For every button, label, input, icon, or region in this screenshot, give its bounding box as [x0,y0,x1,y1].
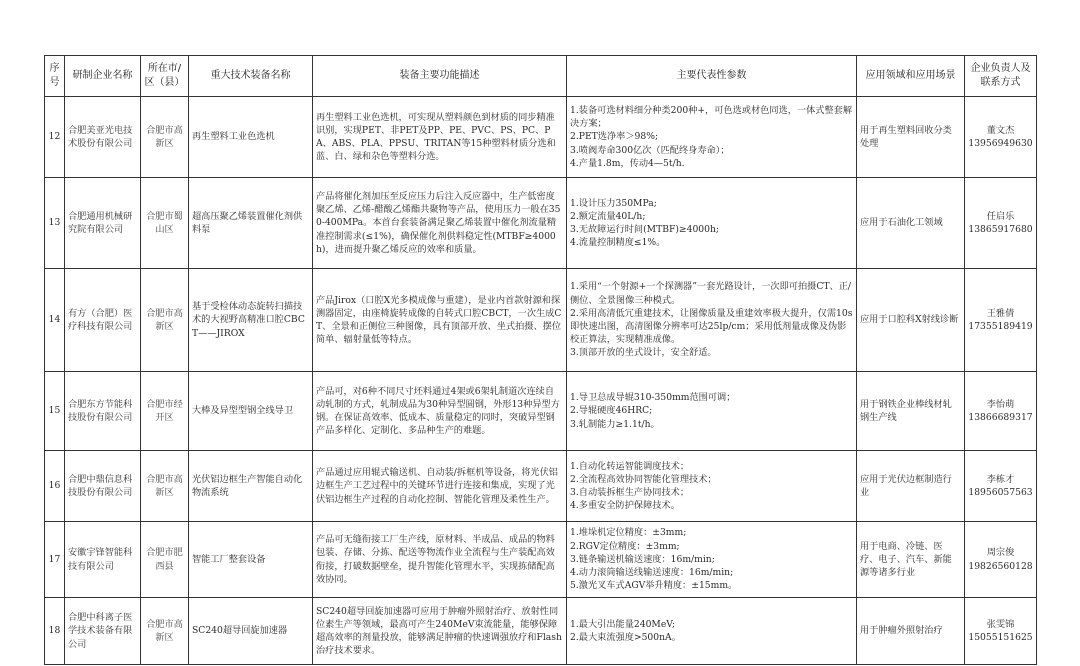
header-application: 应用领域和应用场景 [857,56,965,97]
header-company: 研制企业名称 [65,56,141,97]
table-header-row [45,56,1037,97]
contact-phone: 19826560128 [968,560,1033,572]
row-company: 合肥中科离子医学技术装备有限公司 [65,598,141,665]
row-contact [965,97,1037,178]
row-contact [965,522,1037,598]
row-contact [965,598,1037,665]
param-line: 4.动力滚筒输送线输送速度：16m/min; [570,567,734,579]
param-line: 4.流量控制精度≤1%。 [570,237,666,249]
row-company: 合肥通用机械研究院有限公司 [65,178,141,269]
contact-phone: 17355189419 [968,321,1033,332]
param-line: 1.导卫总成导辊310-350mm范围可调； [570,392,736,404]
param-line: 5.激光叉车式AGV举升精度：±15mm。 [570,580,738,592]
row-function: 产品将催化剂加压至反应压力后注入反应器中，生产低密度聚乙烯、乙烯-醋酸乙烯酯共聚物等产品，使用压力一般在350-400MPa。本首台套装备满足聚乙烯装置中催化剂流量精准控制需求(≤1%)，确保催化剂供料稳定性(MTBF≥4000h)，进而提升聚乙烯反应的效率和质量。 [313,178,567,269]
contact-phone: 15055151625 [968,632,1033,643]
header-function: 装备主要功能描述 [313,56,567,97]
param-line: 3.无故障运行时间(MTBF)≥4000h; [570,224,720,235]
param-line: 2.RGV定位精度：±3mm; [570,540,680,552]
contact-phone: 13865917680 [968,224,1033,235]
param-line: 4.产量1.8m，传动4—5t/h. [570,157,685,169]
row-company: 安徽宇锋智能科技有限公司 [65,522,141,598]
row-district: 合肥市高新区 [141,97,189,178]
row-seq: 17 [45,522,65,598]
row-function: 产品Jirox（口腔X光多模成像与重建），是业内首款射源和探测器固定，由座椅旋转成像的自转式口腔CBCT，一次生成CT、全景和正侧位三种图像，具有顶部开放、坐式拍摄、摆位简单、辐射量低等特点。 [313,269,567,372]
row-contact [965,451,1037,522]
table-row [45,178,1037,269]
equipment-table [44,55,1037,665]
row-district: 合肥市肥西县 [141,522,189,598]
row-function: 产品可无缝衔接工厂生产线，原材料、半成品、成品的物料包装、存储、分拣、配送等物流作业全流程与生产装配高效衔接，打破数据壁垒，提升智能化管理水平，实现拣储配高效协同。 [313,522,567,598]
header-params: 主要代表性参数 [567,56,857,97]
contact-name: 王雅倩 [986,307,1015,319]
row-company: 合肥东方节能科技股份有限公司 [65,372,141,451]
row-district: 合肥市高新区 [141,451,189,522]
row-seq: 13 [45,178,65,269]
param-line: 3.自动装拆框生产协同技术； [570,487,690,498]
header-seq: 序号 [45,56,65,97]
param-line: 2.最大束流强度>500nA。 [570,632,681,643]
row-district: 合肥市高新区 [141,598,189,665]
row-equipment: 超高压聚乙烯装置催化剂供料泵 [189,178,313,269]
row-function: SC240超导回旋加速器可应用于肿瘤外照射治疗、放射性同位素生产等领域，最高可产生240MeV束流能量，能够保障超高效率的剂量投放，能够满足肿瘤的快速调强放疗和Flash治疗技术要求。 [313,598,567,665]
param-line: 1.采用“一个射源+一个探测器”一套光路设计，一次即可拍摄CT、正/侧位、全景图像三种模式。 [570,281,851,306]
row-company: 合肥美亚光电技术股份有限公司 [65,97,141,178]
row-application: 应用于口腔科X射线诊断 [857,269,965,372]
contact-name: 李栋才 [986,473,1015,485]
row-application: 应用于石油化工领域 [857,178,965,269]
table-row [45,598,1037,665]
row-seq: 18 [45,598,65,665]
row-function: 再生塑料工业色选机，可实现从塑料颜色到材质的同步精准识别，实现PET、非PET及PP、PE、PVC、PS、PC、PA、ABS、PLA、PPSU、TRITAN等15种塑料材质分选和蓝、白、绿和杂色等塑料分选。 [313,97,567,178]
param-line: 1.堆垛机定位精度：±3mm; [570,527,687,539]
row-contact [965,178,1037,269]
row-application: 用于再生塑料回收分类处理 [857,97,965,178]
row-company: 有方（合肥）医疗科技有限公司 [65,269,141,372]
row-application: 应用于光伏边框制造行业 [857,451,965,522]
row-district: 合肥市高新区 [141,269,189,372]
header-contact: 企业负责人及联系方式 [965,56,1037,97]
param-line: 2.采用高清低冗重建技术，让图像质量及重建效率极大提升，仅需10s即快速出图，高清图像分辨率可达25lp/cm；采用低剂量成像及伪影校正算法，实现精准成像。 [570,307,853,346]
contact-name: 周宗俊 [986,547,1015,559]
row-company: 合肥中鼎信息科技股份有限公司 [65,451,141,522]
row-equipment: 智能工厂整套设备 [189,522,313,598]
row-contact [965,269,1037,372]
contact-name: 张雯锦 [986,618,1015,630]
contact-phone: 13956949630 [968,138,1033,149]
param-line: 3.轧制能力≥1.1t/h。 [570,418,660,430]
param-line: 3.链条输送机输送速度：16m/min; [570,553,715,565]
row-equipment: 再生塑料工业色选机 [189,97,313,178]
table-row [45,522,1037,598]
row-params [567,598,857,665]
param-line: 3.喷阀寿命300亿次（匹配终身寿命）； [570,144,730,156]
table-row [45,97,1037,178]
header-district: 所在市/区（县） [141,56,189,97]
contact-name: 李怡萌 [986,398,1015,410]
row-equipment: 光伏铝边框生产智能自动化物流系统 [189,451,313,522]
param-line: 1.自动化转运智能调度技术； [570,460,690,472]
param-line: 2.PET选净率＞98%; [570,131,659,143]
param-line: 3.顶部开放的坐式设计，安全舒适。 [570,347,717,359]
param-line: 1.最大引出能量240MeV; [570,618,676,630]
row-seq: 15 [45,372,65,451]
param-line: 2.额定流量40L/h; [570,210,646,222]
param-line: 1.设计压力350MPa; [570,197,657,209]
row-district: 合肥市经开区 [141,372,189,451]
row-district: 合肥市蜀山区 [141,178,189,269]
table-row [45,451,1037,522]
row-seq: 16 [45,451,65,522]
row-application: 用于钢铁企业棒线材轧钢生产线 [857,372,965,451]
row-params [567,97,857,178]
table-row [45,269,1037,372]
row-seq: 14 [45,269,65,372]
row-application: 用于电商、冷链、医疗、电子、汽车、新能源等诸多行业 [857,522,965,598]
contact-name: 董文杰 [986,124,1015,136]
param-line: 1.装备可选材料细分种类200种+，可色选或材色同选，一体式整套解决方案； [570,104,853,130]
row-contact [965,372,1037,451]
table-row [45,372,1037,451]
row-function: 产品通过应用辊式输送机、自动装/拆框机等设备，将光伏铝边框生产工艺过程中的关键环节进行连接和集成，实现了光伏铝边框生产过程的自动化控制、智能化管理及柔性生产。 [313,451,567,522]
header-equipment: 重大技术装备名称 [189,56,313,97]
contact-phone: 13866689317 [968,412,1033,423]
param-line: 2.全流程高效协同智能化管理技术； [570,473,717,485]
row-equipment: 基于受检体动态旋转扫描技术的大视野高精准口腔CBCT——JIROX [189,269,313,372]
row-application: 用于肿瘤外照射治疗 [857,598,965,665]
row-params [567,269,857,372]
row-params [567,522,857,598]
row-equipment: 大棒及异型型钢全线导卫 [189,372,313,451]
row-params [567,372,857,451]
row-equipment: SC240超导回旋加速器 [189,598,313,665]
row-seq: 12 [45,97,65,178]
param-line: 2.导辊硬度46HRC; [570,405,653,417]
row-params [567,451,857,522]
row-params [567,178,857,269]
row-function: 产品可，对6种不同尺寸坯料通过4架或6架轧制道次连续自动轧制的方式，轧制成品为30种异型圆钢，外形13种异型方钢。在保证高效率、低成本、质量稳定的同时，突破异型钢产品多样化、定制化、多品种生产的难题。 [313,372,567,451]
contact-name: 任启乐 [986,210,1015,222]
param-line: 4.多重安全防护保障技术。 [570,500,680,512]
contact-phone: 18956057563 [968,487,1033,498]
